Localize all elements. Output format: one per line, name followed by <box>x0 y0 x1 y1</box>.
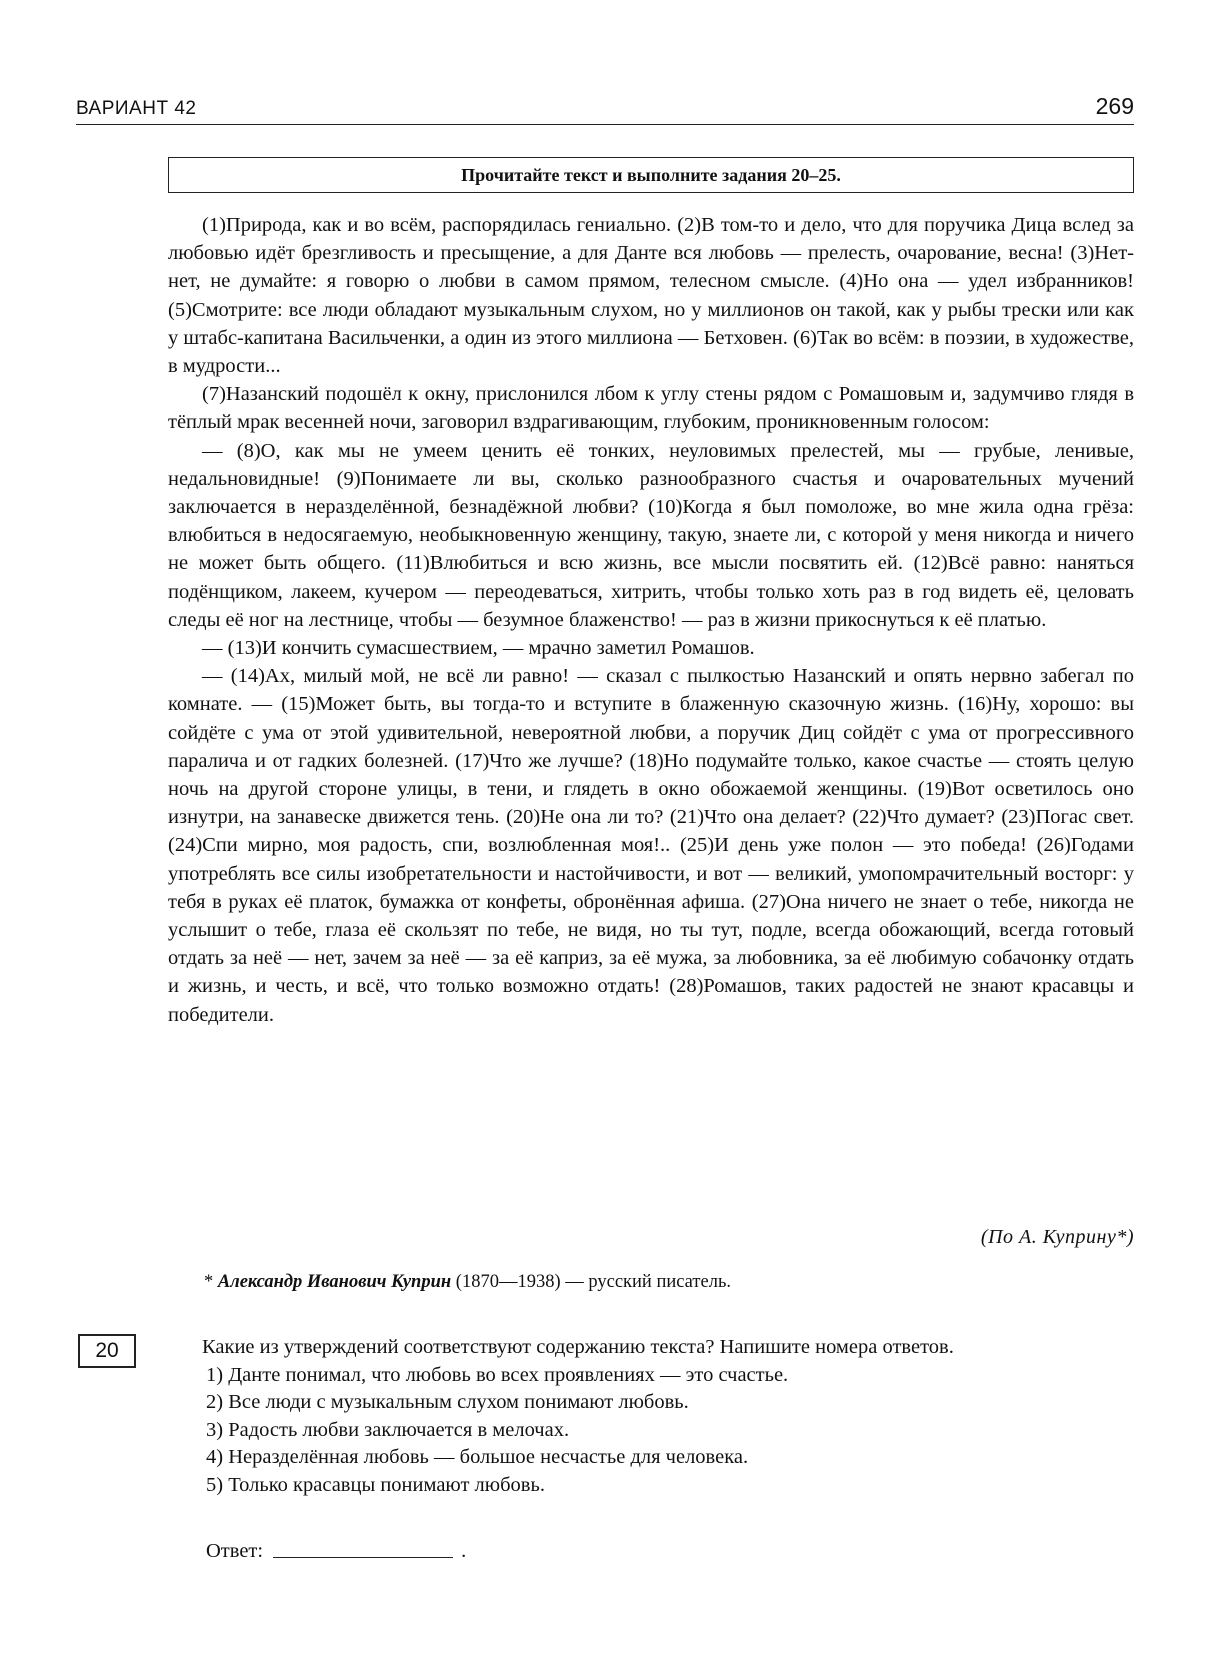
paragraph: — (14)Ах, милый мой, не всё ли равно! — сказал с пылкостью Назанский и опять нервно забегал по комнате. — (15)Может быть, вы тогда-то и вступите в блаженную сказочную жизнь. (16)Ну, хорошо: вы сойдёте с ума от этой удивительной, невероятной любви, а поручик Диц сойдёт с ума от прогрессивного паралича и от гадких болезней. (17)Что же лучше? (18)Но подумайте только, какое счастье — стоять целую ночь на другой стороне улицы, в тени, и глядеть в окно обожаемой женщины. (19)Вот осветилось оно изнутри, на занавеске движется тень. (20)Не она ли то? (21)Что она делает? (22)Что думает? (23)Погас свет. (24)Спи мирно, моя радость, спи, возлюбленная моя!.. (25)И день уже полон — это победа! (26)Годами употреблять все силы изобретательности и настойчивости, и вот — великий, умопомрачительный восторг: у тебя в руках её платок, бумажка от конфеты, обронённая афиша. (27)Она ничего не знает о тебе, никогда не услышит о тебе, глаза её скользят по тебе, не видя, но ты тут, подле, всегда обожающий, всегда готовый отдать за неё — нет, зачем за неё — за её каприз, за её мужа, за любовника, за её любимую собачонку отдать и жизнь, и честь, и всё, что только возможно отдать! (28)Ромашов, таких радостей не знают красавцы и победители. <box>168 665 1134 1026</box>
answer-option: 5) Только красавцы понимают любовь. <box>206 1473 545 1496</box>
instruction-box <box>168 157 1134 193</box>
reading-text <box>168 211 1134 1029</box>
answer-label: Ответ: <box>206 1540 264 1562</box>
paragraph: — (8)О, как мы не умеем ценить её тонких, неуловимых прелестей, мы — грубые, ленивые, недальновидные! (9)Понимаете ли вы, сколько разнообразного счастья и очаровательных мучений заключается в неразделённой, безнадёжной любви? (10)Когда я был помоложе, во мне жила одна грёза: влюбиться в недосягаемую, необыкновенную женщину, такую, знаете ли, с которой у меня никогда и ничего не может быть общего. (11)Влюбиться и всю жизнь, все мысли посвятить ей. (12)Всё равно: наняться подёнщиком, лакеем, кучером — переодеваться, хитрить, чтобы только хоть раз в год видеть её, целовать следы её ног на лестнице, чтобы — безумное блаженство! — раз в жизни прикоснуться к её платью. <box>168 439 1134 631</box>
instruction-text: Прочитайте текст и выполните задания 20–25. <box>461 164 841 185</box>
header-divider <box>76 124 1134 125</box>
answer-options <box>168 1362 1134 1500</box>
answer-end: . <box>461 1540 467 1562</box>
answer-field[interactable] <box>273 1537 453 1558</box>
page-number: 269 <box>1095 93 1134 119</box>
task-number-box <box>78 1334 136 1368</box>
page-header <box>76 86 1134 120</box>
footnote <box>204 1272 731 1293</box>
task-question-block <box>168 1334 1134 1499</box>
paragraph: (1)Природа, как и во всём, распорядилась гениально. (2)В том-то и дело, что для поручика Дица вслед за любовью идёт брезгливость и пресыщение, а для Данте вся любовь — прелесть, очарование, весна! (3)Нет-нет, не думайте: я говорю о любви в самом прямом, телесном смысле. (4)Но она — удел избранников! (5)Смотрите: все люди обладают музыкальным слухом, но у миллионов он такой, как у рыбы трески или как у штабс-капитана Васильченки, а один из этого миллиона — Бетховен. (6)Так во всём: в поэзии, в художестве, в мудрости... <box>168 214 1134 378</box>
task-question: Какие из утверждений соответствуют содержанию текста? Напишите номера ответов. <box>202 1336 954 1358</box>
answer-option: 3) Радость любви заключается в мелочах. <box>206 1418 570 1441</box>
answer-option: 2) Все люди с музыкальным слухом понимают любовь. <box>206 1391 689 1413</box>
footnote-marker: * <box>204 1272 218 1292</box>
answer-option: 4) Неразделённая любовь — большое несчастье для человека. <box>206 1446 749 1468</box>
footnote-author: Александр Иванович Куприн <box>217 1272 452 1292</box>
task-number: 20 <box>95 1339 119 1362</box>
footnote-details: (1870—1938) — русский писатель. <box>451 1272 732 1292</box>
paragraph: (7)Назанский подошёл к окну, прислонился лбом к углу стены рядом с Ромашовым и, задумчиво глядя в тёплый мрак весенней ночи, заговорил вздрагивающим, глубоким, проникновенным голосом: <box>168 383 1134 434</box>
paragraph: — (13)И кончить сумасшествием, — мрачно заметил Ромашов. <box>202 637 755 660</box>
answer-option: 1) Данте понимал, что любовь во всех проявлениях — это счастье. <box>206 1363 789 1386</box>
variant-title: ВАРИАНТ 42 <box>76 98 197 119</box>
source-attribution: (По А. Куприну*) <box>980 1226 1134 1248</box>
answer-row <box>206 1537 466 1563</box>
